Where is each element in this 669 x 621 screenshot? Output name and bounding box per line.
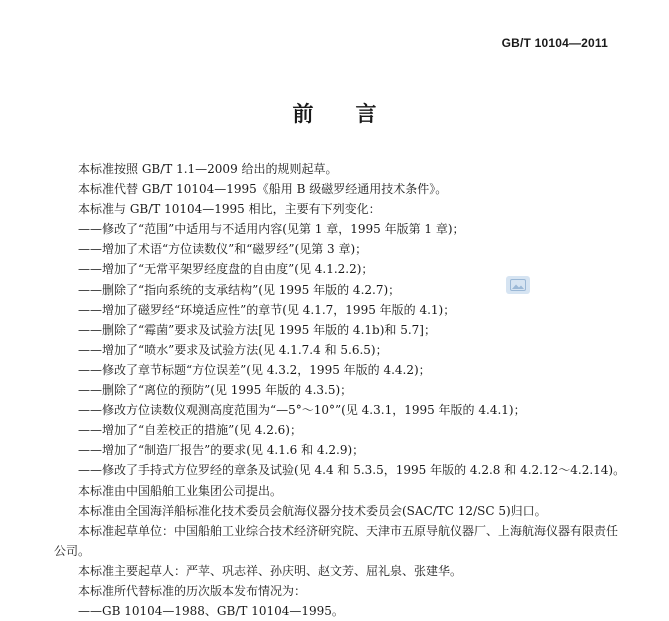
change-item: ——增加了“制造厂报告”的要求(见 4.1.6 和 4.2.9)； [78,443,365,458]
paragraph-drafting-rules: 本标准按照 GB/T 1.1—2009 给出的规则起草。 [78,162,338,176]
change-item: ——修改了手持式方位罗经的章条及试验(见 4.4 和 5.3.5，1995 年版的 4.2.8 和 4.2.12～4.2.14)。 [78,463,626,478]
change-item: ——增加了磁罗经“环境适应性”的章节(见 4.1.7，1995 年版的 4.1)； [78,302,456,317]
change-item: ——删除了“指向系统的支承结构”(见 1995 年版的 4.2.7)； [78,282,401,297]
change-item: ——增加了“喷水”要求及试验方法(见 4.1.7.4 和 5.6.5)； [78,342,388,357]
paragraph-history-versions: ——GB 10104—1988、GB/T 10104—1995。 [78,604,344,619]
change-item: ——修改了“范围”中适用与不适用内容(见第 1 章，1995 年版第 1 章)； [78,222,465,237]
paragraph-changes-intro: 本标准与 GB/T 10104—1995 相比，主要有下列变化： [78,202,381,217]
change-item: ——增加了术语“方位读数仪”和“磁罗经”(见第 3 章)； [78,242,368,257]
paragraph-history-intro: 本标准所代替标准的历次版本发布情况为： [78,583,307,598]
change-item: ——修改方位读数仪观测高度范围为“—5°～10°”(见 4.3.1，1995 年版的 4.4.1)； [78,403,526,418]
changes-list [54,219,626,480]
document-body [54,159,626,621]
change-item: ——修改了章节标题“方位误差”(见 4.3.2，1995 年版的 4.4.2)； [78,362,431,377]
change-item: ——删除了“霉菌”要求及试验方法[见 1995 年版的 4.1b)和 5.7]； [78,322,436,337]
paragraph-drafting-units: 本标准起草单位：中国船舶工业综合技术经济研究院、天津市五原导航仪器厂、上海航海仪器有限责任公司。 [54,523,619,558]
paragraph-proposer: 本标准由中国船舶工业集团公司提出。 [78,483,283,498]
paragraph-replaces: 本标准代替 GB/T 10104—1995《船用 B 级磁罗经通用技术条件》。 [78,182,448,197]
change-item: ——增加了“自差校正的措施”(见 4.2.6)； [78,423,302,438]
standard-code: GB/T 10104—2011 [501,36,608,50]
change-item: ——增加了“无常平架罗经度盘的自由度”(见 4.1.2.2)； [78,262,374,277]
change-item: ——删除了“离位的预防”(见 1995 年版的 4.3.5)； [78,383,353,398]
paragraph-drafters: 本标准主要起草人：严苹、巩志祥、孙庆明、赵文芳、屈礼泉、张建华。 [78,563,463,578]
page-title: 前言 [292,101,419,126]
paragraph-committee: 本标准由全国海洋船标准化技术委员会航海仪器分技术委员会(SAC/TC 12/SC 5)归口。 [78,503,547,518]
